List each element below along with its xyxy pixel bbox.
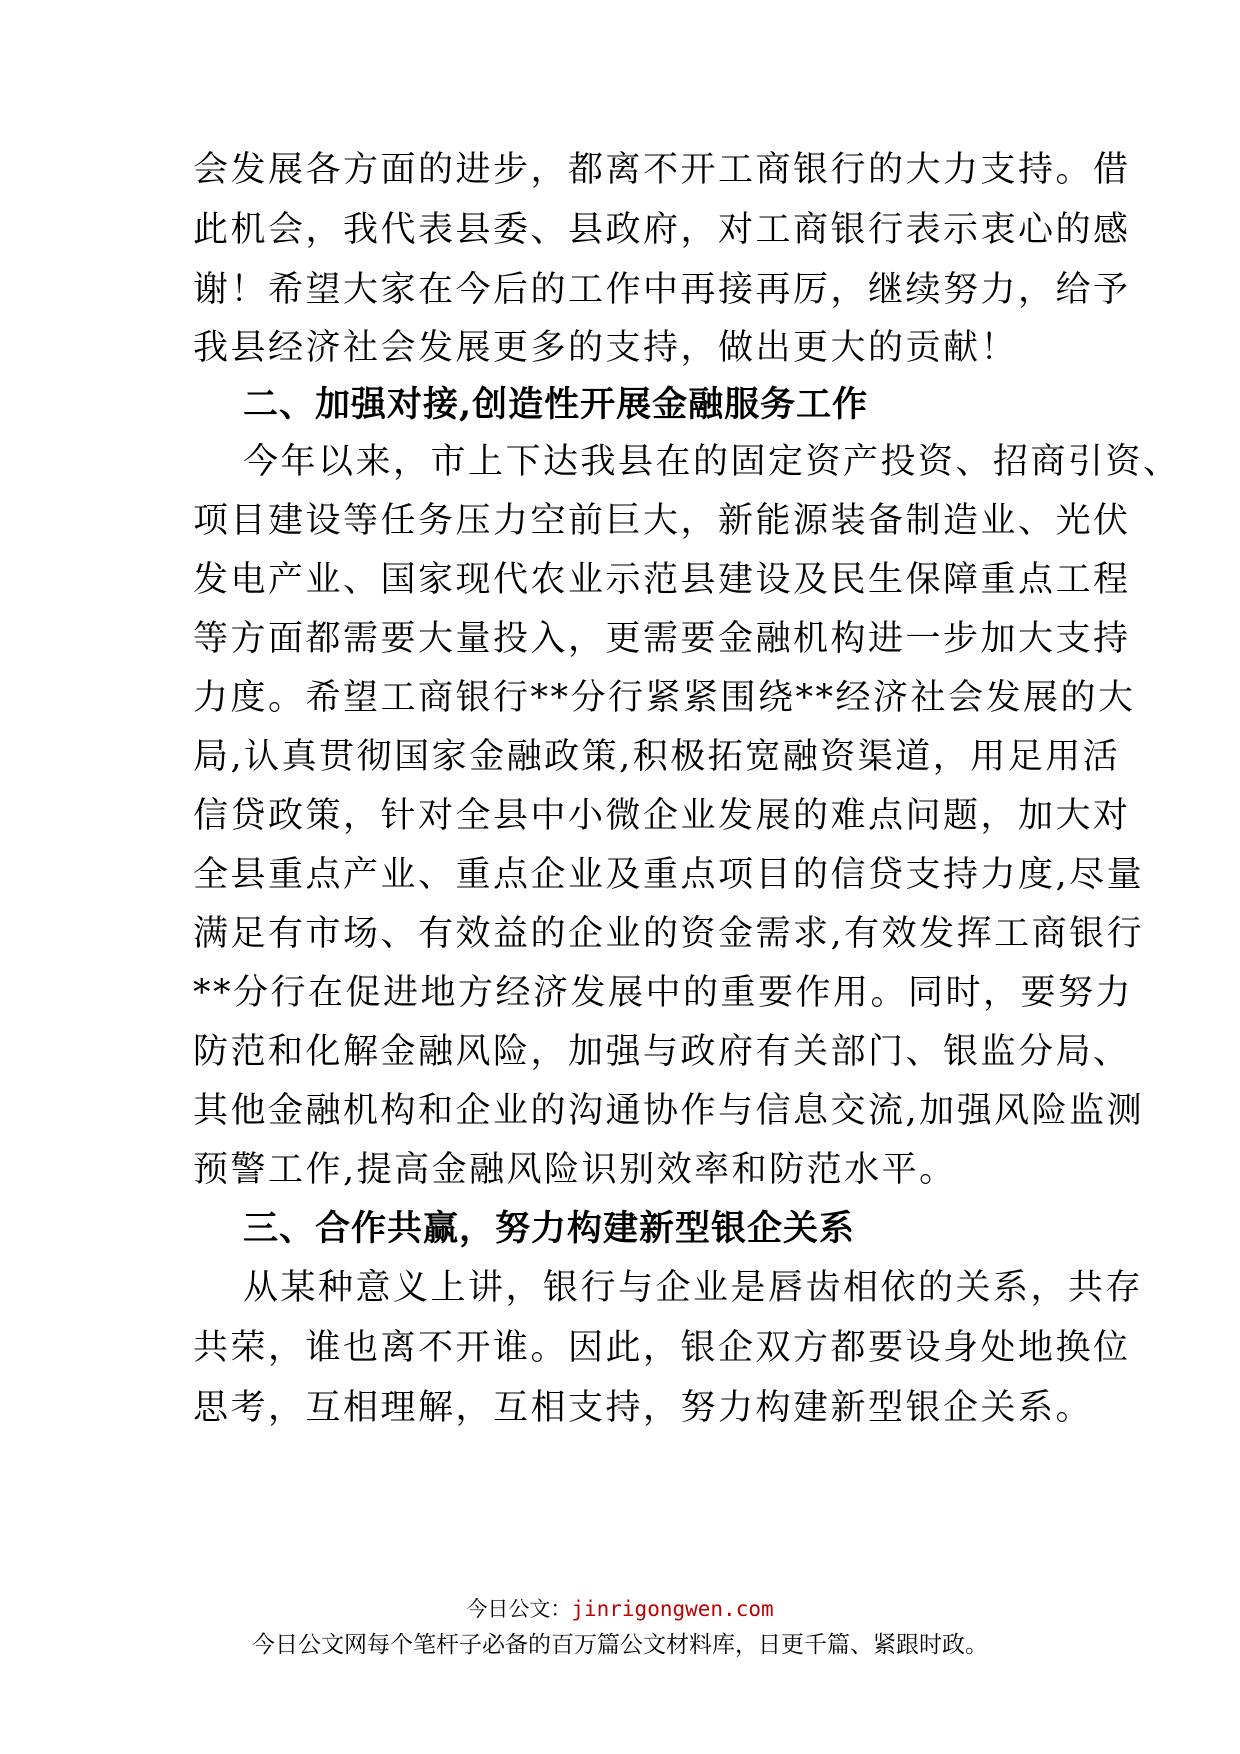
paragraph-1-line-4: 我县经济社会发展更多的支持，做出更大的贡献！ xyxy=(193,328,1019,368)
footer-site xyxy=(0,1595,1240,1623)
paragraph-1-line-2: 此机会，我代表县委、县政府，对工商银行表示衷心的感 xyxy=(193,210,1131,250)
paragraph-2-line-6: 局,认真贯彻国家金融政策,积极拓宽融资渠道，用足用活 xyxy=(193,737,1121,777)
paragraph-2-line-10: **分行在促进地方经济发展中的重要作用。同时，要努力 xyxy=(193,973,1134,1013)
paragraph-2-line-4: 等方面都需要大量投入，更需要金融机构进一步加大支持 xyxy=(193,619,1131,659)
paragraph-2-line-7: 信贷政策，针对全县中小微企业发展的难点问题，加大对 xyxy=(193,796,1131,836)
paragraph-2-line-8: 全县重点产业、重点企业及重点项目的信贷支持力度,尽量 xyxy=(193,855,1145,895)
paragraph-3-line-1: 从某种意义上讲，银行与企业是唇齿相依的关系，共存 xyxy=(243,1268,1144,1308)
paragraph-1-line-1: 会发展各方面的进步，都离不开工商银行的大力支持。借 xyxy=(193,150,1131,190)
paragraph-2-line-11: 防范和化解金融风险，加强与政府有关部门、银监分局、 xyxy=(193,1032,1131,1072)
footer-slogan: 今日公文网每个笔杆子必备的百万篇公文材料库，日更千篇、紧跟时政。 xyxy=(252,1632,988,1658)
footer-site-url[interactable]: jinrigongwen.com xyxy=(571,1597,774,1621)
paragraph-2-line-3: 发电产业、国家现代农业示范县建设及民生保障重点工程 xyxy=(193,560,1131,600)
paragraph-2-line-1: 今年以来，市上下达我县在的固定资产投资、招商引资、 xyxy=(243,442,1181,482)
footer-site-label: 今日公文： xyxy=(466,1597,572,1621)
paragraph-2-line-13: 预警工作,提高金融风险识别效率和防范水平。 xyxy=(193,1150,957,1190)
section-heading-3: 三、合作共赢，努力构建新型银企关系 xyxy=(243,1208,856,1249)
paragraph-3-line-2: 共荣，谁也离不开谁。因此，银企双方都要设身处地换位 xyxy=(193,1328,1131,1368)
paragraph-1-line-3: 谢！希望大家在今后的工作中再接再厉，继续努力，给予 xyxy=(193,270,1131,310)
paragraph-2-line-5: 力度。希望工商银行**分行紧紧围绕**经济社会发展的大 xyxy=(193,678,1136,718)
paragraph-3-line-3: 思考，互相理解，互相支持，努力构建新型银企关系。 xyxy=(193,1388,1094,1428)
paragraph-2-line-2: 项目建设等任务压力空前巨大，新能源装备制造业、光伏 xyxy=(193,501,1131,541)
paragraph-2-line-9: 满足有市场、有效益的企业的资金需求,有效发挥工商银行 xyxy=(193,914,1145,954)
section-heading-2: 二、加强对接,创造性开展金融服务工作 xyxy=(243,384,869,425)
paragraph-2-line-12: 其他金融机构和企业的沟通协作与信息交流,加强风险监测 xyxy=(193,1091,1145,1131)
